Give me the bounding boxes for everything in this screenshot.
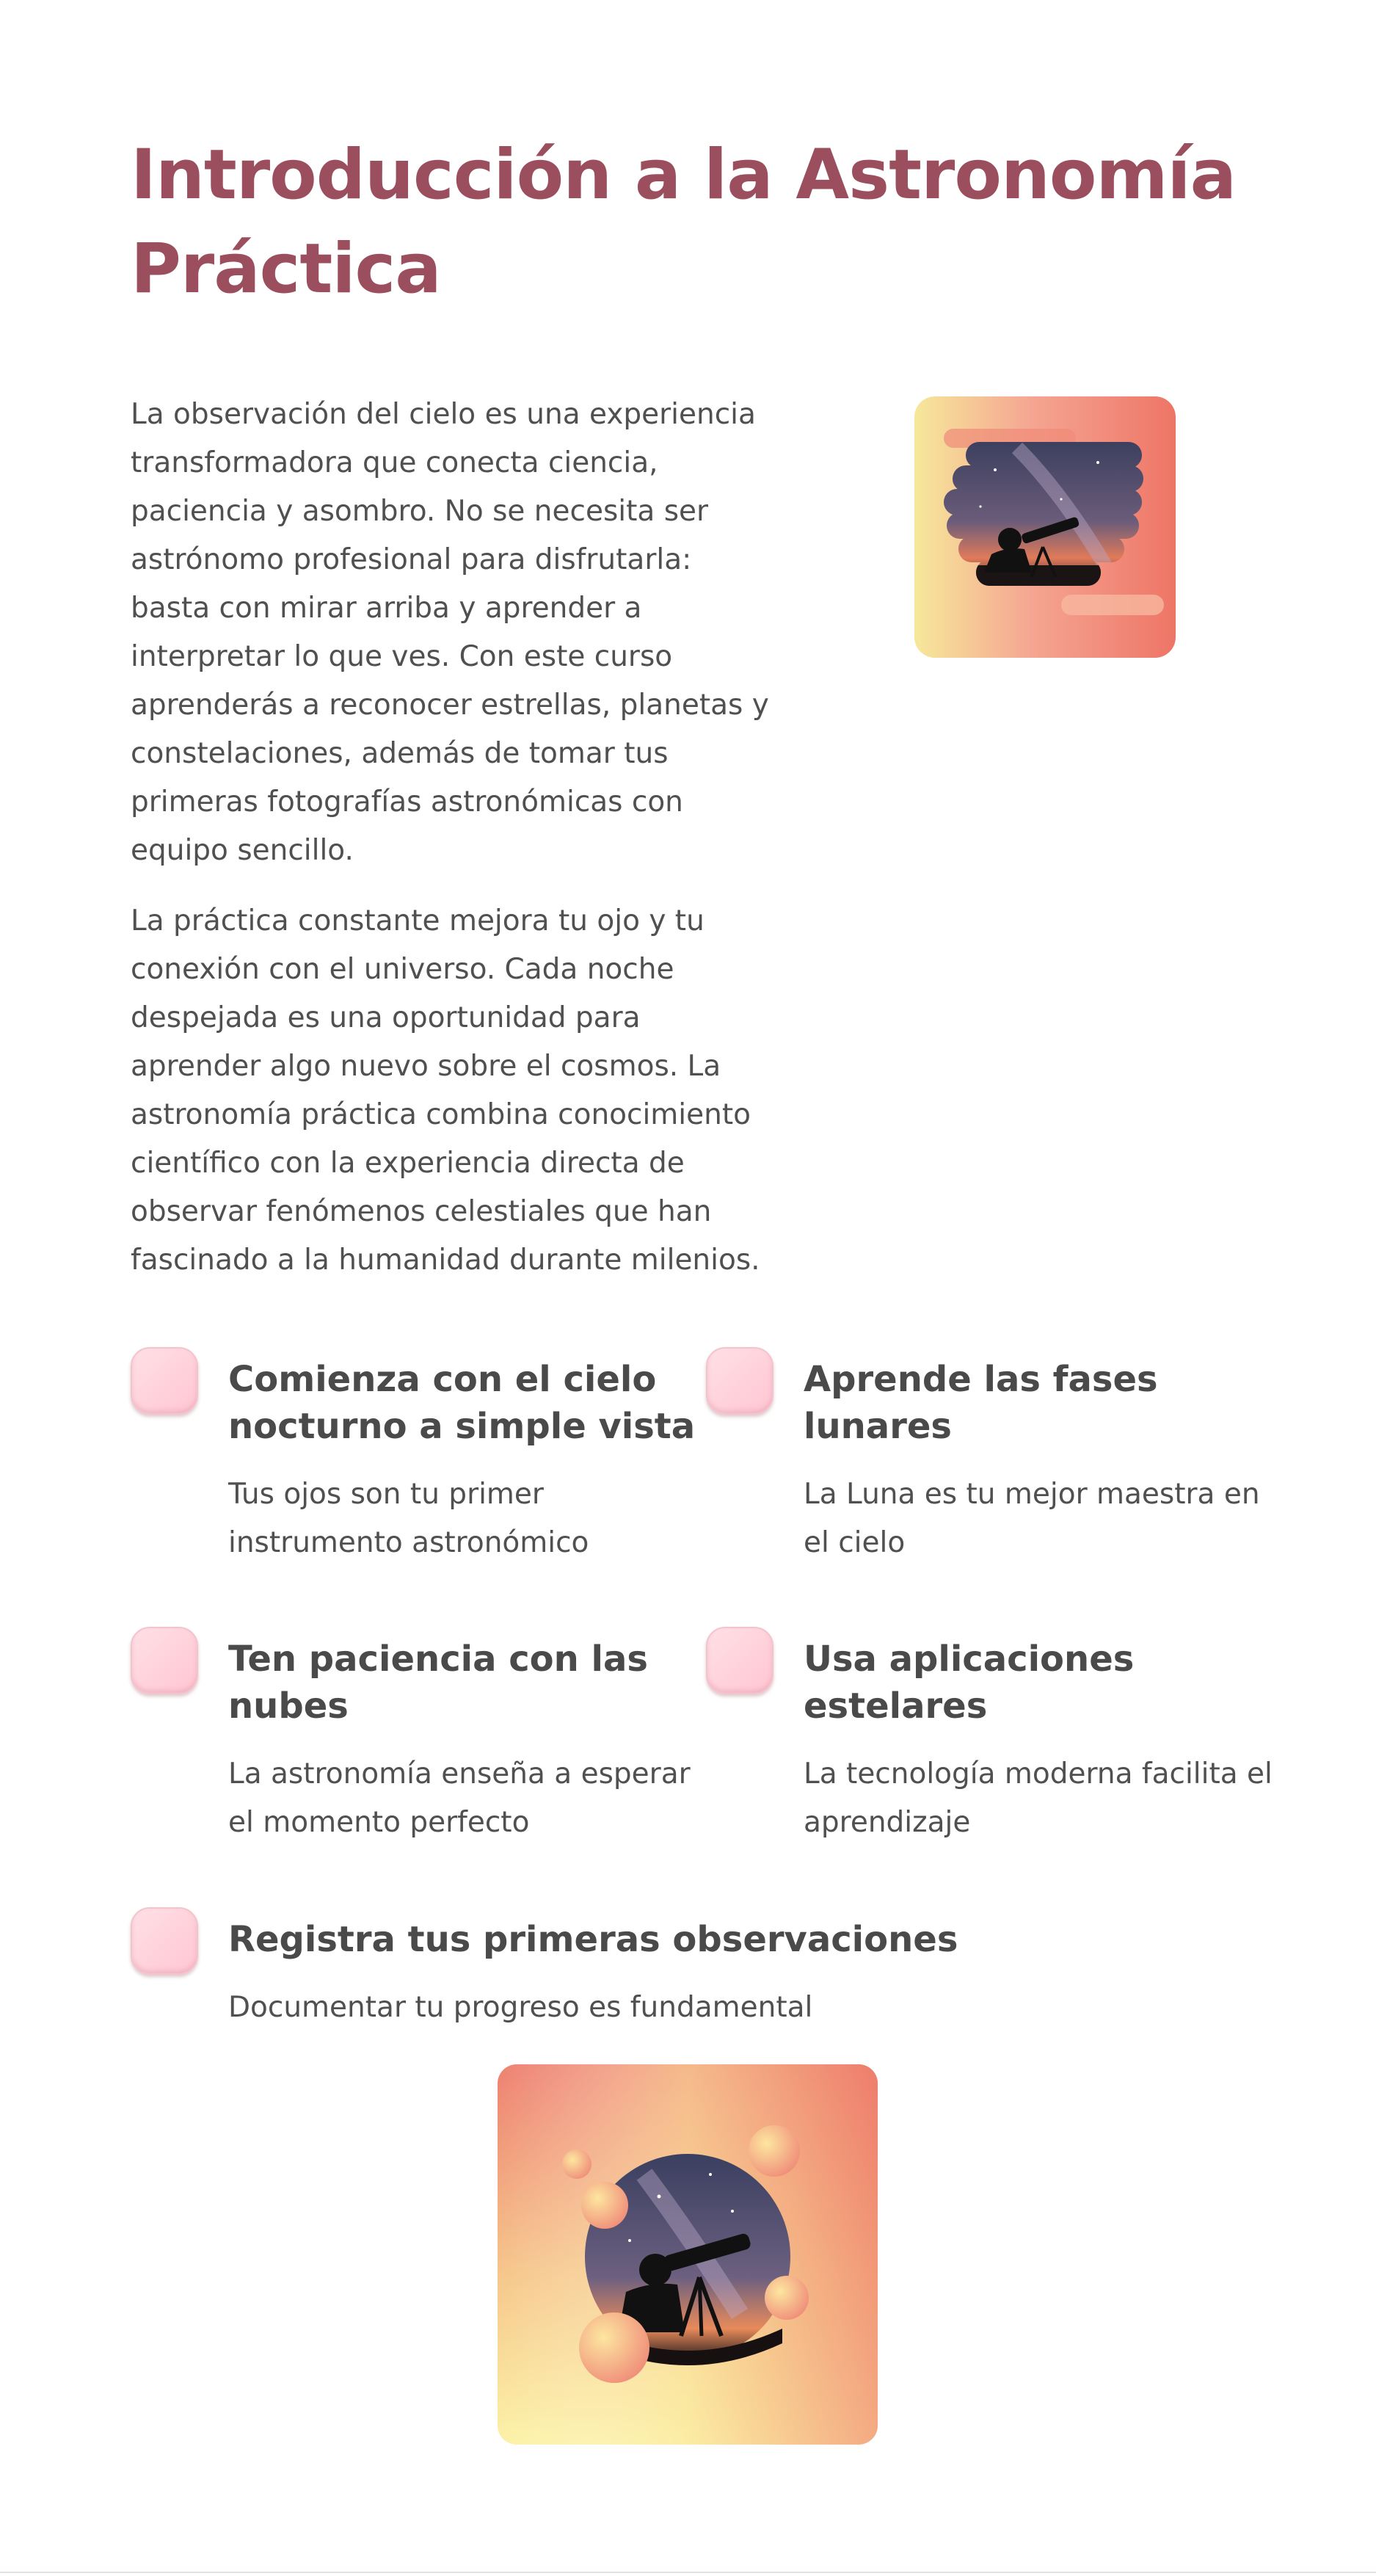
tip-title: Comienza con el cielo nocturno a simple vista — [228, 1359, 696, 1447]
tip-text: Tus ojos son tu primer instrumento astronómico — [228, 1478, 589, 1559]
intro-paragraph-1: La observación del cielo es una experiencia transformadora que conecta ciencia, paciencia y asombro. No se necesita ser astrónomo profesional para disfrutarla: basta con mirar arriba y aprender a interpretar lo que ves. Con este curso aprenderás a reconocer estrellas, planetas y constelaciones, además de tomar tus primeras fotografías astronómicas con equipo sencillo. — [131, 398, 769, 867]
tip-text: La tecnología moderna facilita el aprendizaje — [804, 1757, 1273, 1839]
intro-section — [131, 391, 776, 1307]
tip-title: Usa aplicaciones estelares — [804, 1639, 1135, 1727]
tip-text: La astronomía enseña a esperar el momento perfecto — [228, 1757, 691, 1839]
tip-title: Ten paciencia con las nubes — [228, 1639, 648, 1727]
stargazer-telescope-illustration-icon — [498, 2064, 878, 2445]
tip-text: La Luna es tu mejor maestra en el cielo — [804, 1478, 1260, 1559]
bottom-image — [498, 2064, 878, 2445]
tip-checkbox[interactable] — [131, 1907, 198, 1975]
tip-checkbox[interactable] — [706, 1347, 773, 1415]
tip-checkbox[interactable] — [131, 1347, 198, 1415]
intro-paragraph-2: La práctica constante mejora tu ojo y tu conexión con el universo. Cada noche despejada es una oportunidad para aprender algo nuevo sobre el cosmos. La astronomía práctica combina conocimiento científico con la experiencia directa de observar fenómenos celestiales que han fascinado a la humanidad durante milenios. — [131, 904, 760, 1277]
bottom-divider — [0, 2572, 1376, 2573]
stargazer-telescope-illustration-icon — [914, 396, 1176, 658]
page-title: Introducción a la Astronomía Práctica — [131, 135, 1237, 309]
tip-checkbox[interactable] — [706, 1627, 773, 1694]
tip-text: Documentar tu progreso es fundamental — [228, 1991, 813, 2024]
hero-image — [914, 396, 1176, 658]
tip-title: Registra tus primeras observaciones — [228, 1919, 958, 1960]
tip-title: Aprende las fases lunares — [804, 1359, 1158, 1447]
tip-checkbox[interactable] — [131, 1627, 198, 1694]
